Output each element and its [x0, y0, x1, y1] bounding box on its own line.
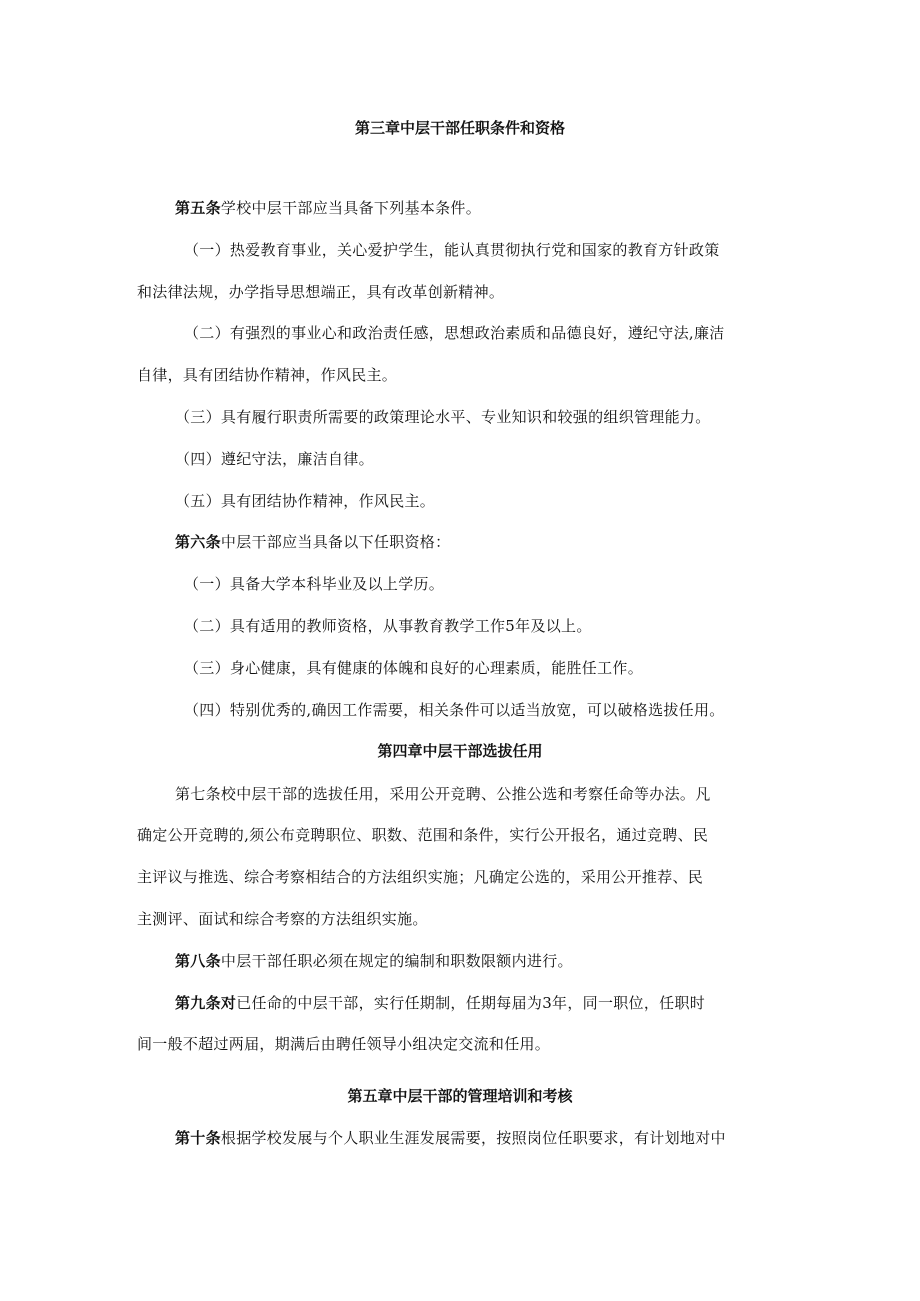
- article-8-text: 中层干部任职必须在规定的编制和职数限额内进行。: [220, 952, 573, 970]
- article-9-text: 已任命的中层干部，实行任期制，任期每届为3年，同一职位，任职时: [236, 994, 706, 1012]
- article-5-item-2-line-1: （二）有强烈的事业心和政治责任感，思想政治素质和品德良好，遵纪守法,廉洁: [184, 324, 725, 342]
- article-6-item-2: （二）具有适用的教师资格，从事教育教学工作5年及以上。: [184, 617, 592, 635]
- article-5-item-3: （三）具有履行职责所需要的政策理论水平、专业知识和较强的组织管理能力。: [175, 408, 711, 426]
- article-5-item-1-line-1: （一）热爱教育事业，关心爱护学生，能认真贯彻执行党和国家的教育方针政策: [184, 241, 720, 259]
- article-9-line-1: [175, 993, 705, 1013]
- article-5-item-4: （四）遵纪守法，廉洁自律。: [175, 450, 374, 468]
- article-6-item-4: （四）特别优秀的,确因工作需要，相关条件可以适当放宽，可以破格选拔任用。: [184, 701, 725, 719]
- chapter-3-title: 第三章中层干部任职条件和资格: [354, 119, 565, 137]
- article-7-line-4: 主测评、面试和综合考察的方法组织实施。: [137, 910, 428, 928]
- article-7-line-1: 第七条校中层干部的选拔任用，采用公开竞聘、公推公选和考察任命等办法。凡: [175, 785, 711, 803]
- article-6-label: 第六条: [175, 533, 221, 551]
- article-5-text: 学校中层干部应当具备下列基本条件。: [220, 199, 482, 217]
- article-10-label: 第十条: [175, 1129, 221, 1147]
- article-9-line-2: 间一般不超过两届，期满后由聘任领导小组决定交流和任用。: [137, 1035, 551, 1053]
- article-6-item-1: （一）具备大学本科毕业及以上学历。: [184, 575, 445, 593]
- article-10-line-1: [175, 1128, 726, 1148]
- article-5-item-1-line-2: 和法律法规，办学指导思想端正，具有改革创新精神。: [137, 283, 505, 301]
- article-6-intro: [175, 532, 450, 552]
- article-6-text: 中层干部应当具备以下任职资格：: [220, 533, 451, 551]
- chapter-4-title: 第四章中层干部选拔任用: [377, 742, 543, 760]
- article-5-label: 第五条: [175, 199, 221, 217]
- article-5-intro: [175, 198, 481, 218]
- article-7-line-2: 确定公开竞聘的,须公布竞聘职位、职数、范围和条件，实行公开报名，通过竞聘、民: [137, 826, 709, 844]
- article-10-text: 根据学校发展与个人职业生涯发展需要，按照岗位任职要求，有计划地对中: [220, 1129, 726, 1147]
- article-7-line-3: 主评议与推选、综合考察相结合的方法组织实施；凡确定公选的，采用公开推荐、民: [137, 868, 704, 886]
- article-6-item-3: （三）身心健康，具有健康的体魄和良好的心理素质，能胜任工作。: [184, 659, 644, 677]
- article-5-item-2-line-2: 自律，具有团结协作精神，作风民主。: [137, 366, 398, 384]
- article-8-label: 第八条: [175, 952, 221, 970]
- article-9-label: 第九条对: [175, 994, 237, 1012]
- article-5-item-5: （五）具有团结协作精神，作风民主。: [175, 492, 436, 510]
- article-8: [175, 951, 573, 971]
- chapter-5-title: 第五章中层干部的管理培训和考核: [347, 1087, 573, 1105]
